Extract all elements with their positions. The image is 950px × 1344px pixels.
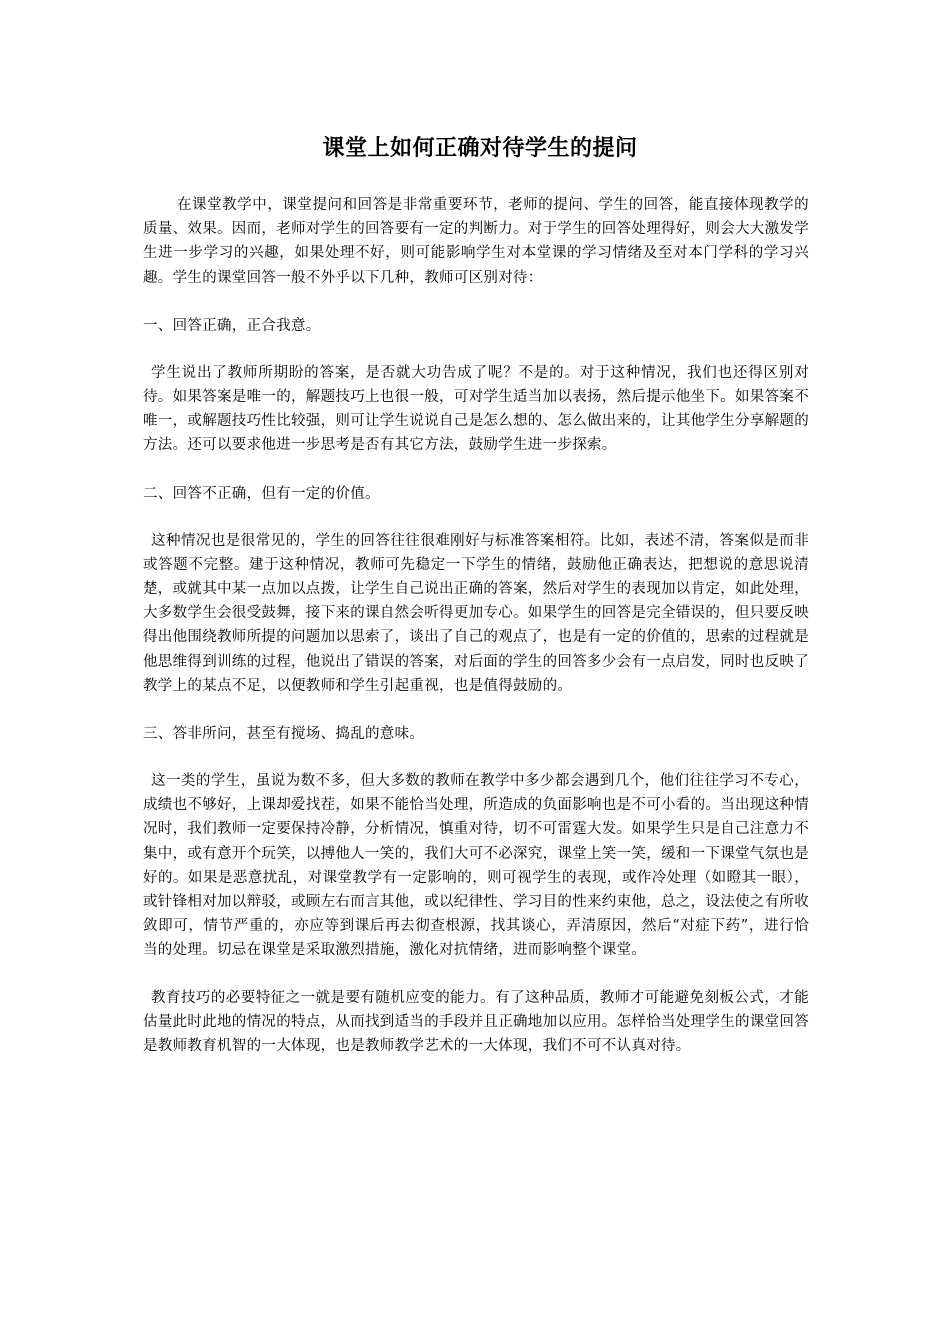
section-body-1: 学生说出了教师所期盼的答案，是否就大功告成了呢？不是的。对于这种情况，我们也还得区别对待。如果答案是唯一的，解题技巧上也很一般，可对学生适当加以表扬，然后提示他坐下。如果答案不唯一，或解题技巧性比较强，则可让学生说说自己是怎么想的、怎么做出来的，让其他学生分享解题的方法。还可以要求他进一步思考是否有其它方法，鼓励学生进一步探索。 [143,364,809,454]
conclusion-paragraph: 教育技巧的必要特征之一就是要有随机应变的能力。有了这种品质，教师才可能避免刻板公式，才能估量此时此地的情况的特点，从而找到适当的手段并且正确地加以应用。怎样恰当处理学生的课堂回答是教师教育机智的一大体现，也是教师教学艺术的一大体现，我们不可不认真对待。 [143,989,809,1055]
section-heading-1: 一、回答正确，正合我意。 [143,317,321,334]
section-heading-3: 三、答非所问，甚至有搅场、捣乱的意味。 [143,726,425,743]
section-heading-2: 二、回答不正确，但有一定的价值。 [143,485,380,502]
section-body-2: 这种情况也是很常见的，学生的回答往往很难刚好与标准答案相符。比如，表述不清，答案似是而非或答题不完整。建于这种情况，教师可先稳定一下学生的情绪，鼓励他正确表达，把想说的意思说清楚，或就其中某一点加以点拨，让学生自己说出正确的答案，然后对学生的表现加以肯定，如此处理，大多数学生会很受鼓舞，接下来的课自然会听得更加专心。如果学生的回答是完全错误的，但只要反映得出他围绕教师所提的问题加以思索了，谈出了自己的观点了，也是有一定的价值的，思索的过程就是他思维得到训练的过程，他说出了错误的答案，对后面的学生的回答多少会有一点启发，同时也反映了教学上的某点不足，以便教师和学生引起重视，也是值得鼓励的。 [143,532,809,694]
document-page [143,120,809,1058]
intro-paragraph: 在课堂教学中，课堂提问和回答是非常重要环节，老师的提问、学生的回答，能直接体现教学的质量、效果。因而，老师对学生的回答要有一定的判断力。对于学生的回答处理得好，则会大大激发学生进一步学习的兴趣，如果处理不好，则可能影响学生对本堂课的学习情绪及至对本门学科的学习兴趣。学生的课堂回答一般不外乎以下几种，教师可区别对待： [143,197,809,286]
section-body-3: 这一类的学生，虽说为数不多，但大多数的教师在教学中多少都会遇到几个，他们往往学习不专心，成绩也不够好，上课却爱找茬，如果不能恰当处理，所造成的负面影响也是不可小看的。当出现这种情况时，我们教师一定要保持冷静，分析情况，慎重对待，切不可雷霆大发。如果学生只是自己注意力不集中，或有意开个玩笑，以搏他人一笑的，我们大可不必深究，课堂上笑一笑，缓和一下课堂气氛也是好的。如果是恶意扰乱，对课堂教学有一定影响的，则可视学生的表现，或作冷处理（如瞪其一眼），或针锋相对加以辩驳，或顾左右而言其他，或以纪律性、学习目的性来约束他，总之，设法使之有所收敛即可，情节严重的，亦应等到课后再去彻查根源，找其谈心，弄清原因，然后“对症下药”，进行恰当的处理。切忌在课堂是采取激烈措施，激化对抗情绪，进而影响整个课堂。 [143,773,809,959]
document-title: 课堂上如何正确对待学生的提问 [322,135,638,161]
